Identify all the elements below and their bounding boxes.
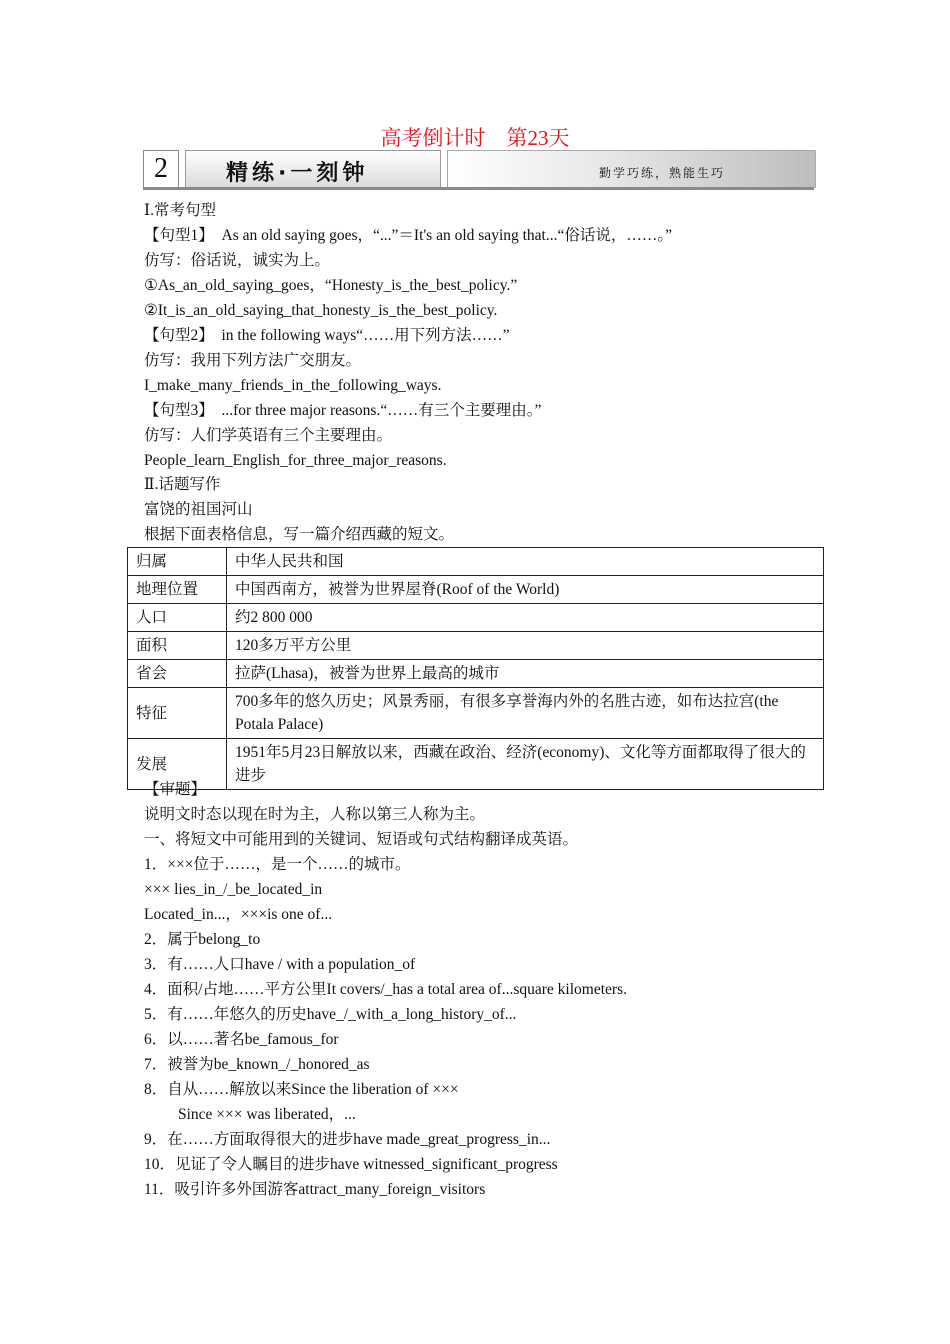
pattern-1: 【句型1】 As an old saying goes，“...”＝It's an old saying that...“俗话说，……。” — [144, 227, 672, 244]
pattern-2-answer: I_make_many_friends_in_the_following_ways. — [144, 377, 442, 394]
table-value: 约2 800 000 — [227, 604, 824, 632]
pattern-2-task: 仿写：我用下列方法广交朋友。 — [144, 352, 362, 369]
table-key: 发展 — [128, 739, 227, 790]
pattern-2: 【句型2】 in the following ways“……用下列方法……” — [144, 327, 510, 344]
table-key: 人口 — [128, 604, 227, 632]
table-key: 地理位置 — [128, 576, 227, 604]
section-banner — [143, 150, 814, 190]
table-key: 特征 — [128, 688, 227, 739]
page-title: 高考倒计时 第23天 — [380, 126, 570, 150]
table-key: 面积 — [128, 632, 227, 660]
item-8-alt: Since ××× was liberated，... — [178, 1106, 356, 1123]
item-3: 3．有……人口have / with a population_of — [144, 956, 416, 973]
table-value: 120多万平方公里 — [227, 632, 824, 660]
task-1-heading: 一、将短文中可能用到的关键词、短语或句式结构翻译成英语。 — [144, 831, 579, 848]
table-value: 拉萨(Lhasa)，被誉为世界上最高的城市 — [227, 660, 824, 688]
section-heading-box — [185, 150, 441, 188]
table-key: 省会 — [128, 660, 227, 688]
pattern-3-answer: People_learn_English_for_three_major_reasons. — [144, 452, 447, 469]
table-value: 中国西南方，被誉为世界屋脊(Roof of the World) — [227, 576, 824, 604]
item-9: 9．在……方面取得很大的进步have made_great_progress_in... — [144, 1131, 551, 1148]
table-row — [128, 660, 824, 688]
item-11: 11．吸引许多外国游客attract_many_foreign_visitors — [144, 1181, 486, 1198]
pattern-3: 【句型3】 ...for three major reasons.“……有三个主要理由。” — [144, 402, 542, 419]
pattern-1-answer-a: ①As_an_old_saying_goes，“Honesty_is_the_best_policy.” — [144, 277, 518, 294]
pattern-1-answer-b: ②It_is_an_old_saying_that_honesty_is_the_best_policy. — [144, 302, 498, 319]
section-heading: 精练·一刻钟 — [226, 161, 369, 186]
item-1-answer-a: ××× lies_in_/_be_located_in — [144, 881, 323, 898]
table-key: 归属 — [128, 548, 227, 576]
table-value: 1951年5月23日解放以来，西藏在政治、经济(economy)、文化等方面都取得了很大的进步 — [227, 739, 824, 790]
table-value: 中华人民共和国 — [227, 548, 824, 576]
item-4: 4．面积/占地……平方公里It covers/_has a total area of...square kilometers. — [144, 981, 627, 998]
topic-title: 富饶的祖国河山 — [144, 501, 253, 518]
pattern-3-task: 仿写：人们学英语有三个主要理由。 — [144, 427, 393, 444]
section-2-heading: Ⅱ.话题写作 — [144, 476, 221, 493]
table-row — [128, 576, 824, 604]
banner-rule — [143, 187, 814, 190]
item-10: 10．见证了令人瞩目的进步have witnessed_significant_progress — [144, 1156, 558, 1173]
item-6: 6．以……著名be_famous_for — [144, 1031, 339, 1048]
item-1: 1．×××位于……，是一个……的城市。 — [144, 856, 411, 873]
table-row — [128, 632, 824, 660]
item-2: 2．属于belong_to — [144, 931, 261, 948]
review-heading: 【审题】 — [144, 781, 207, 798]
section-1-heading: Ⅰ.常考句型 — [144, 202, 216, 219]
tibet-info-table — [127, 547, 824, 790]
section-number: 2 — [143, 150, 179, 188]
motto-box — [447, 150, 816, 188]
item-5: 5．有……年悠久的历史have_/_with_a_long_history_of... — [144, 1006, 517, 1023]
table-row — [128, 604, 824, 632]
review-note: 说明文时态以现在时为主，人称以第三人称为主。 — [144, 806, 486, 823]
topic-instruction: 根据下面表格信息，写一篇介绍西藏的短文。 — [144, 526, 455, 543]
item-1-answer-b: Located_in...，×××is one of... — [144, 906, 333, 923]
table-row — [128, 548, 824, 576]
motto: 勤学巧练，熟能生巧 — [598, 166, 725, 180]
table-value: 700多年的悠久历史；风景秀丽，有很多享誉海内外的名胜古迹，如布达拉宫(the Potala Palace) — [227, 688, 824, 739]
table-row — [128, 688, 824, 739]
pattern-1-task: 仿写：俗话说，诚实为上。 — [144, 252, 331, 269]
table-row — [128, 739, 824, 790]
item-7: 7．被誉为be_known_/_honored_as — [144, 1056, 370, 1073]
item-8: 8．自从……解放以来Since the liberation of ××× — [144, 1081, 459, 1098]
